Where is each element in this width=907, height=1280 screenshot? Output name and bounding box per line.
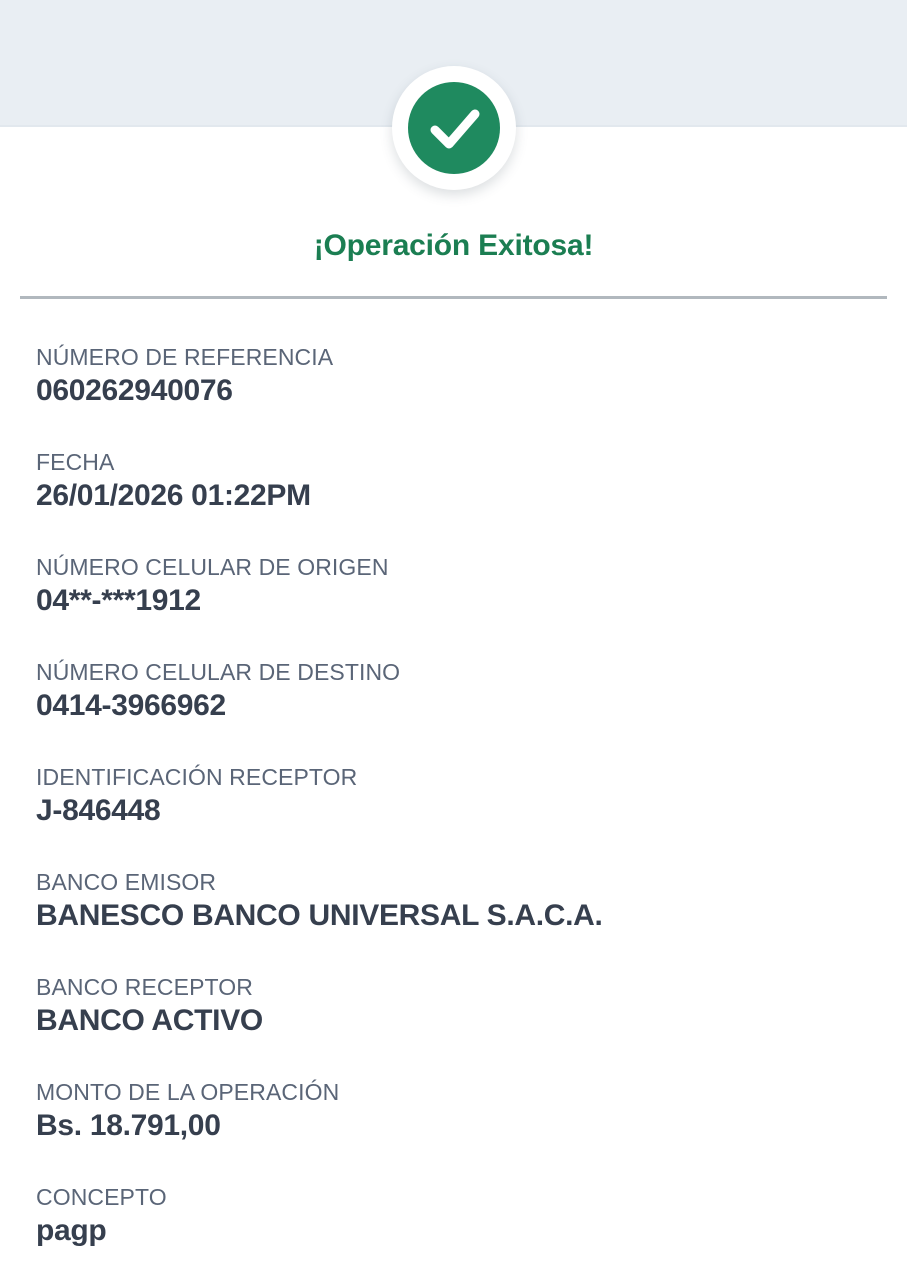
field-value: Bs. 18.791,00 bbox=[36, 1109, 221, 1142]
receipt-field-concept bbox=[36, 1183, 871, 1250]
receipt-field-sender-bank bbox=[36, 868, 871, 935]
receipt-field-receiver-id bbox=[36, 763, 871, 830]
field-label: NÚMERO CELULAR DE DESTINO bbox=[36, 659, 401, 685]
receipt-field-origin-phone bbox=[36, 553, 871, 620]
success-badge bbox=[392, 66, 516, 190]
receipt-field-receiver-bank bbox=[36, 973, 871, 1040]
receipt-field-reference bbox=[36, 343, 871, 410]
page-title: ¡Operación Exitosa! bbox=[313, 229, 594, 262]
field-value: BANESCO BANCO UNIVERSAL S.A.C.A. bbox=[36, 899, 603, 932]
field-value: 0414-3966962 bbox=[36, 689, 226, 722]
field-label: NÚMERO CELULAR DE ORIGEN bbox=[36, 554, 389, 580]
field-label: MONTO DE LA OPERACIÓN bbox=[36, 1079, 340, 1105]
field-label: BANCO RECEPTOR bbox=[36, 974, 253, 1000]
field-value: 04**-***1912 bbox=[36, 584, 201, 617]
field-label: FECHA bbox=[36, 449, 115, 475]
field-value: 26/01/2026 01:22PM bbox=[36, 479, 311, 512]
field-value: J-846448 bbox=[36, 794, 161, 827]
field-label: CONCEPTO bbox=[36, 1184, 167, 1210]
check-icon bbox=[408, 82, 500, 174]
field-label: IDENTIFICACIÓN RECEPTOR bbox=[36, 764, 358, 790]
receipt-field-destination-phone bbox=[36, 658, 871, 725]
field-value: BANCO ACTIVO bbox=[36, 1004, 263, 1037]
field-label: NÚMERO DE REFERENCIA bbox=[36, 344, 334, 370]
field-value: pagp bbox=[36, 1214, 107, 1247]
field-label: BANCO EMISOR bbox=[36, 869, 217, 895]
field-value: 060262940076 bbox=[36, 374, 233, 407]
receipt-fields bbox=[0, 299, 907, 1250]
receipt-field-amount bbox=[36, 1078, 871, 1145]
receipt-field-date bbox=[36, 448, 871, 515]
